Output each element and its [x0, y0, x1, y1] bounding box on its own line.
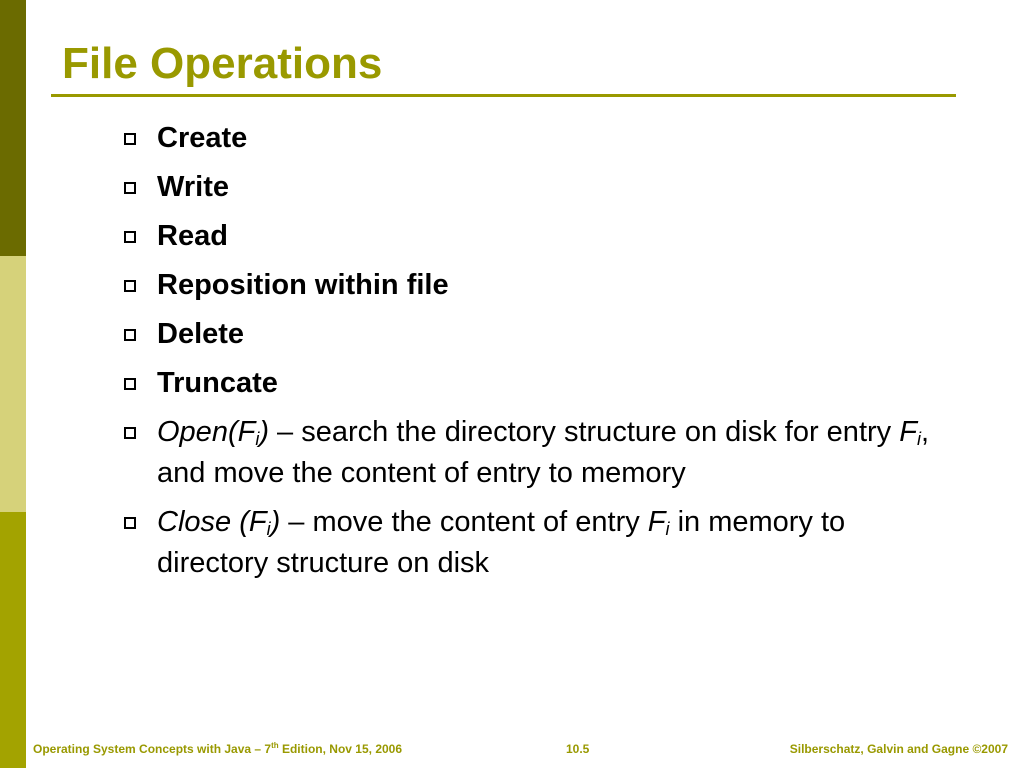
subscript: i	[916, 429, 921, 449]
sidebar-bar-top	[0, 0, 26, 256]
footer-text: Operating System Concepts with Java – 7	[33, 742, 272, 756]
bullet-text: Read	[157, 220, 228, 252]
variable: F	[899, 416, 917, 448]
variable: F	[647, 506, 666, 538]
bullet-text: , and move the content of entry to memory	[157, 416, 929, 489]
bullet-list	[120, 118, 960, 592]
footer-book-title	[33, 742, 402, 764]
square-bullet-icon	[124, 280, 136, 292]
square-bullet-icon	[124, 517, 136, 529]
function-name: Open(F	[157, 416, 256, 448]
list-item	[120, 314, 960, 355]
footer-text: Edition, Nov 15, 2006	[278, 742, 403, 756]
bullet-text: Truncate	[157, 367, 278, 399]
function-name: Close (F	[157, 506, 267, 538]
bullet-text: – search the directory structure on disk for entry	[269, 416, 900, 448]
footer-superscript: th	[271, 741, 279, 750]
list-item	[120, 265, 960, 306]
function-close: )	[270, 506, 281, 538]
bullet-text: Delete	[157, 318, 245, 350]
subscript: i	[255, 429, 260, 449]
bullet-text: Reposition within file	[157, 269, 449, 301]
slide-number: 10.5	[566, 742, 590, 756]
bullet-text: in memory to directory structure on disk	[157, 506, 846, 579]
slide-title: File Operations	[62, 39, 383, 88]
list-item	[120, 363, 960, 404]
list-item	[120, 502, 960, 584]
sidebar-bar-middle	[0, 256, 26, 512]
list-item	[120, 216, 960, 257]
bullet-text: Write	[157, 171, 229, 203]
title-divider	[51, 94, 956, 97]
subscript: i	[266, 519, 271, 539]
square-bullet-icon	[124, 427, 136, 439]
square-bullet-icon	[124, 133, 136, 145]
square-bullet-icon	[124, 329, 136, 341]
square-bullet-icon	[124, 231, 136, 243]
function-close: )	[259, 416, 269, 448]
footer-authors: Silberschatz, Galvin and Gagne ©2007	[789, 742, 1008, 756]
list-item	[120, 412, 960, 494]
sidebar-bar-bottom	[0, 512, 26, 768]
square-bullet-icon	[124, 378, 136, 390]
bullet-text: Create	[157, 122, 248, 154]
list-item	[120, 118, 960, 159]
square-bullet-icon	[124, 182, 136, 194]
list-item	[120, 167, 960, 208]
subscript: i	[665, 519, 670, 539]
bullet-text: – move the content of entry	[280, 506, 648, 538]
